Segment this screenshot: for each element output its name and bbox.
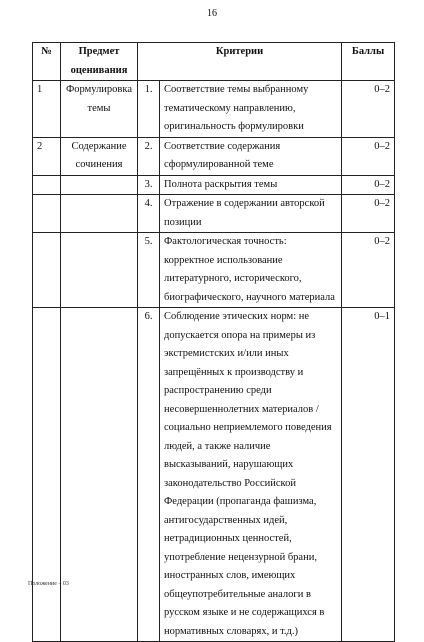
table-row <box>33 137 395 175</box>
criterion-points: 0–2 <box>342 81 395 138</box>
table-row <box>33 175 395 195</box>
criterion-points: 0–2 <box>342 175 395 195</box>
empty-cell <box>61 175 138 195</box>
empty-cell <box>33 233 61 308</box>
criterion-index: 5. <box>138 233 160 308</box>
criterion-text: Соблюдение этических норм: не допускается опора на примеры из экстремистских и/или иных запрещённых к производству и распространению среди несовершеннолетних материалов / социально неприемлемого поведения людей, а также наличие высказываний, нарушающих законодательство Российской Федерации (пропаганда фашизма, антигосударственных идей, нетрадиционных ценностей, употребление нецензурной брани, иностранных слов, имеющих общеупотребительные аналоги в русском языке и не содержащихся в нормативных словарях, и т.д.) <box>160 308 342 642</box>
footer-doc-reference: Положение – 03 <box>28 581 69 587</box>
empty-cell <box>33 195 61 233</box>
criterion-index: 6. <box>138 308 160 642</box>
page-number: 16 <box>207 8 217 19</box>
criterion-index: 3. <box>138 175 160 195</box>
criterion-text: Соответствие содержания сформулированной теме <box>160 137 342 175</box>
criterion-text: Полнота раскрытия темы <box>160 175 342 195</box>
empty-cell <box>33 175 61 195</box>
row-subject: Содержание сочинения <box>61 137 138 175</box>
header-num: № <box>33 43 61 81</box>
table-row <box>33 81 395 138</box>
criterion-points: 0–1 <box>342 308 395 642</box>
criterion-text: Отражение в содержании авторской позиции <box>160 195 342 233</box>
empty-cell <box>61 195 138 233</box>
criterion-points: 0–2 <box>342 137 395 175</box>
empty-cell <box>33 308 61 642</box>
criterion-text: Фактологическая точность: корректное использование литературного, исторического, биографического, научного материала <box>160 233 342 308</box>
table-row <box>33 233 395 308</box>
criterion-index: 1. <box>138 81 160 138</box>
row-number: 1 <box>33 81 61 138</box>
criterion-points: 0–2 <box>342 195 395 233</box>
row-number: 2 <box>33 137 61 175</box>
criterion-text: Соответствие темы выбранному тематическому направлению, оригинальность формулировки <box>160 81 342 138</box>
table-row <box>33 308 395 642</box>
criterion-points: 0–2 <box>342 233 395 308</box>
header-points: Баллы <box>342 43 395 81</box>
row-subject: Формулировка темы <box>61 81 138 138</box>
empty-cell <box>61 233 138 308</box>
criteria-table <box>32 42 395 642</box>
header-subject: Предмет оценивания <box>61 43 138 81</box>
criterion-index: 4. <box>138 195 160 233</box>
table-row <box>33 195 395 233</box>
table-header-row <box>33 43 395 81</box>
criterion-index: 2. <box>138 137 160 175</box>
header-criteria: Критерии <box>138 43 342 81</box>
empty-cell <box>61 308 138 642</box>
